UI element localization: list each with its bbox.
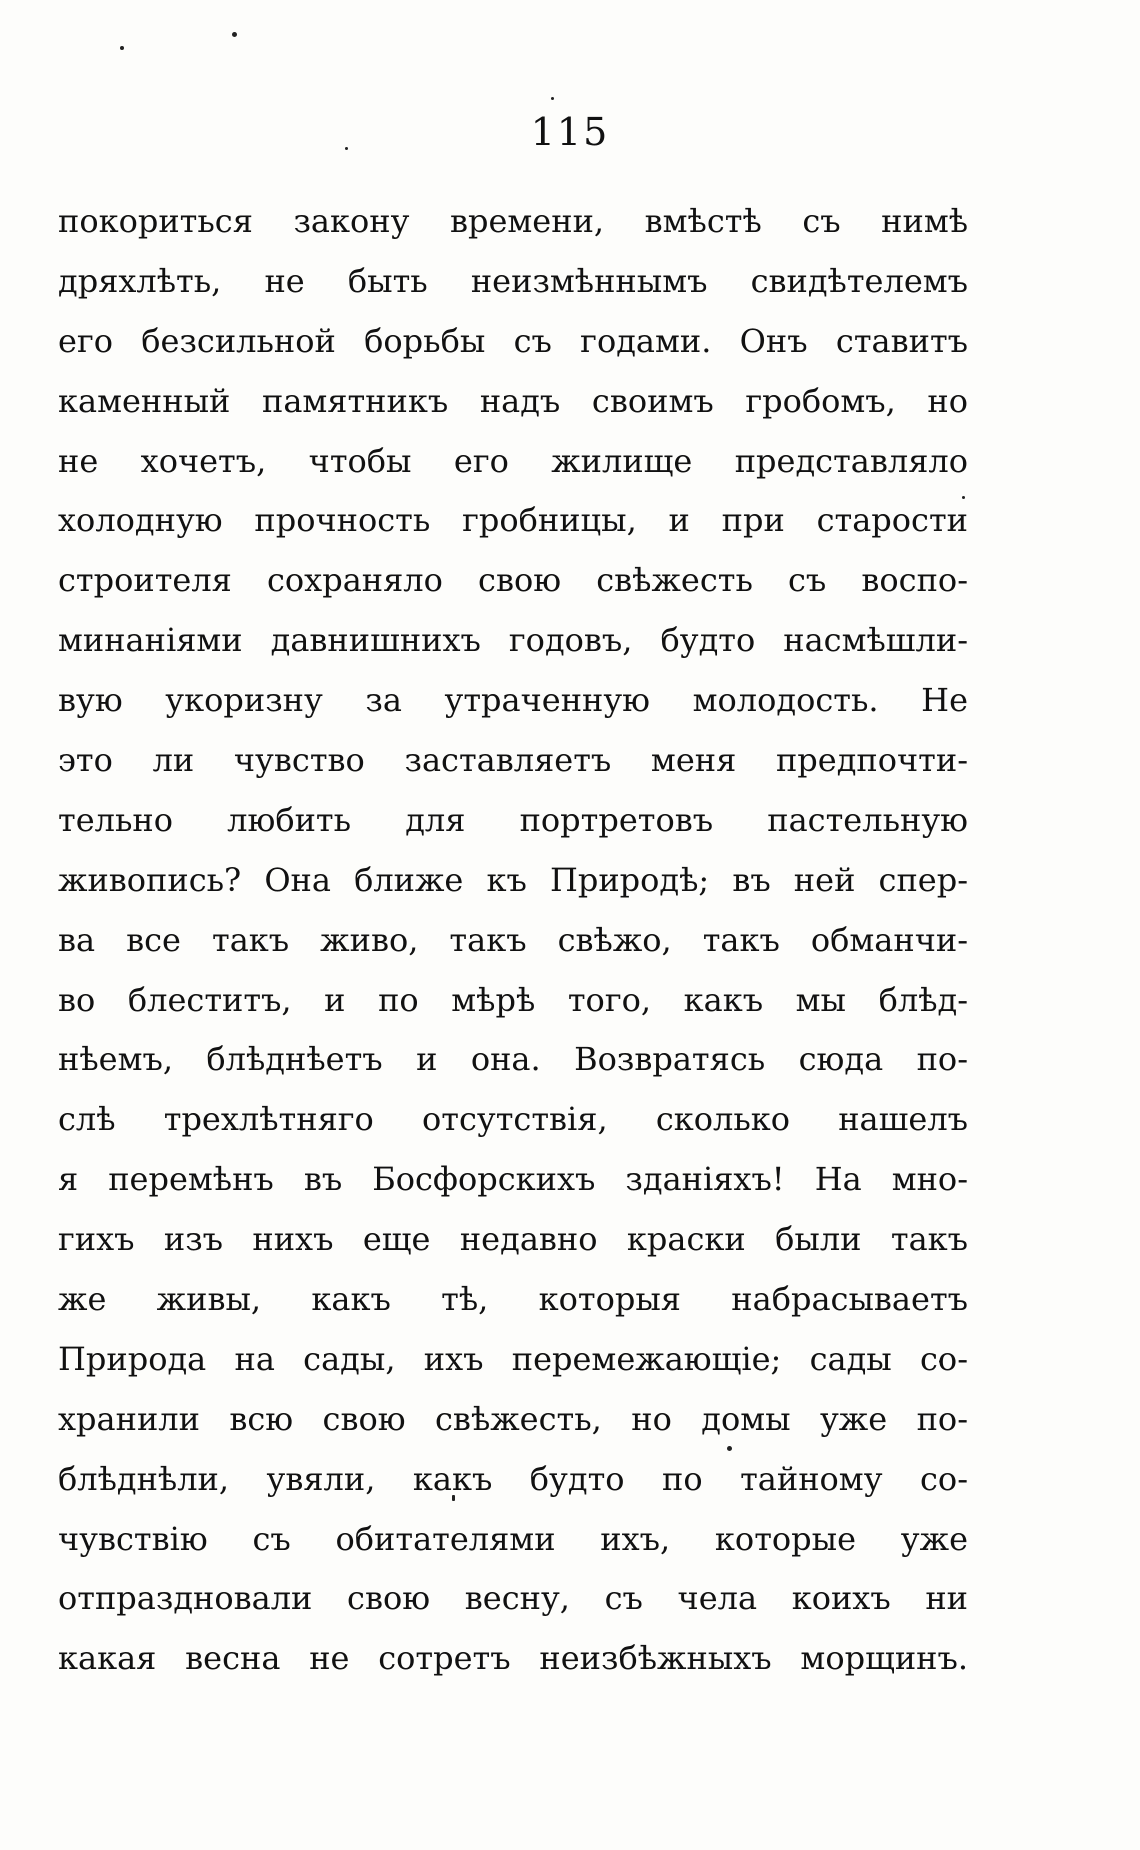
text-line: каменный памятникъ надъ своимъ гробомъ, но bbox=[58, 381, 968, 420]
print-speck bbox=[120, 46, 124, 50]
text-line: Природа на сады, ихъ перемежающіе; сады со- bbox=[58, 1339, 968, 1378]
text-line: я перемѣнъ въ Босфорскихъ зданіяхъ! На мно- bbox=[58, 1160, 968, 1199]
text-line: нѣемъ, блѣднѣетъ и она. Возвратясь сюда по- bbox=[58, 1040, 968, 1079]
text-line: вую укоризну за утраченную молодость. Не bbox=[58, 681, 968, 720]
text-line: живопись? Она ближе къ Природѣ; въ ней спер- bbox=[58, 860, 968, 899]
text-line: строителя сохраняло свою свѣжесть съ воспо- bbox=[58, 561, 968, 600]
body-text bbox=[58, 192, 968, 1689]
text-line: тельно любить для портретовъ пастельную bbox=[58, 800, 968, 839]
text-line: какая весна не сотретъ неизбѣжныхъ морщинъ. bbox=[58, 1639, 968, 1678]
print-speck bbox=[551, 97, 554, 100]
text-line: его безсильной борьбы съ годами. Онъ ставитъ bbox=[58, 321, 968, 360]
text-line: это ли чувство заставляетъ меня предпочти- bbox=[58, 741, 968, 780]
text-line: блѣднѣли, увяли, какъ будто по тайному со- bbox=[58, 1459, 968, 1498]
text-line: дряхлѣть, не быть неизмѣннымъ свидѣтелемъ bbox=[58, 261, 968, 300]
text-line: минаніями давнишнихъ годовъ, будто насмѣшли- bbox=[58, 621, 968, 660]
page-number: 115 bbox=[530, 110, 610, 154]
text-line: покориться закону времени, вмѣстѣ съ нимѣ bbox=[58, 202, 968, 240]
text-line: во блеститъ, и по мѣрѣ того, какъ мы блѣд- bbox=[58, 980, 968, 1019]
text-line: холодную прочность гробницы, и при старости bbox=[58, 501, 968, 540]
text-line: не хочетъ, чтобы его жилище представляло bbox=[58, 441, 968, 480]
text-line: слѣ трехлѣтняго отсутствія, сколько нашелъ bbox=[58, 1100, 968, 1139]
text-line: гихъ изъ нихъ еще недавно краски были такъ bbox=[58, 1220, 968, 1259]
text-line: ва все такъ живо, такъ свѣжо, такъ обманчи- bbox=[58, 920, 968, 959]
text-line: чувствію съ обитателями ихъ, которые уже bbox=[58, 1519, 968, 1558]
text-line: отпраздновали свою весну, съ чела коихъ ни bbox=[58, 1579, 968, 1618]
text-line: же живы, какъ тѣ, которыя набрасываетъ bbox=[58, 1280, 968, 1319]
text-line: хранили всю свою свѣжесть, но домы уже по- bbox=[58, 1399, 968, 1438]
print-speck bbox=[232, 32, 237, 37]
